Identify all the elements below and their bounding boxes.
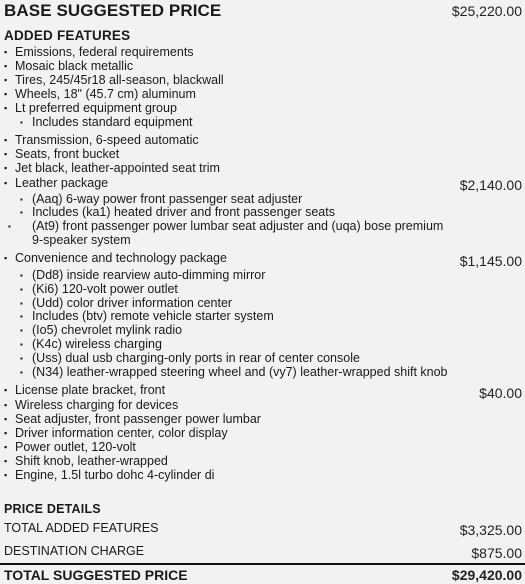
feature-label: License plate bracket, front: [15, 383, 166, 397]
bullet-icon: ▪: [4, 61, 8, 71]
sub-bullet-icon: ▪: [20, 326, 23, 336]
convenience-package-price: $1,145.00: [459, 253, 522, 269]
sub-bullet-icon: ▪: [20, 271, 23, 280]
feature-label: Lt preferred equipment group: [15, 101, 177, 115]
sub-feature-label: Includes (btv) remote vehicle starter system: [32, 309, 274, 324]
sub-bullet-icon: ▪: [20, 298, 23, 308]
bullet-icon: ▪: [4, 163, 8, 173]
sub-feature-label: (Io5) chevrolet mylink radio: [32, 323, 183, 338]
sub-bullet-icon: ▪: [20, 367, 23, 377]
sub-bullet-icon: ▪: [20, 118, 23, 127]
sub-bullet-icon: ▪: [20, 195, 23, 204]
sub-feature-item: [4, 206, 465, 220]
feature-item: [4, 161, 522, 175]
total-suggested-price-value: $29,420.00: [451, 567, 522, 583]
feature-item: [4, 59, 522, 73]
sub-feature-label: (Aaq) 6-way power front passenger seat adjuster: [32, 192, 303, 206]
destination-charge-label: DESTINATION CHARGE: [4, 544, 145, 558]
feature-label: Driver information center, color display: [15, 426, 228, 440]
feature-label: Shift knob, leather-wrapped: [15, 454, 168, 468]
sub-feature-label: (N34) leather-wrapped steering wheel and (vy7) leather-wrapped shift knob: [32, 364, 448, 379]
added-features-heading: ADDED FEATURES: [4, 28, 131, 43]
bullet-icon: ▪: [4, 103, 8, 113]
feature-label: Wheels, 18" (45.7 cm) aluminum: [15, 87, 196, 101]
sub-feature-item: [4, 324, 465, 338]
sub-feature-label: (Dd8) inside rearview auto-dimming mirror: [32, 268, 266, 282]
feature-label: Engine, 1.5l turbo dohc 4-cylinder di: [15, 468, 215, 482]
feature-item: [4, 454, 522, 468]
sub-bullet-icon: ▪: [20, 340, 23, 349]
sub-feature-item: [4, 352, 465, 366]
feature-label: Emissions, federal requirements: [15, 45, 194, 59]
sub-feature-item: [4, 283, 465, 297]
total-suggested-price-label: TOTAL SUGGESTED PRICE: [4, 567, 188, 583]
bullet-icon: ▪: [4, 149, 8, 159]
feature-item: [4, 398, 522, 412]
bullet-icon: ▪: [4, 470, 8, 480]
feature-item: [4, 45, 522, 59]
bullet-icon: ▪: [4, 75, 8, 85]
sub-feature-label: Includes standard equipment: [32, 115, 193, 129]
feature-label: Mosaic black metallic: [15, 59, 134, 73]
total-added-features-label: TOTAL ADDED FEATURES: [4, 521, 159, 535]
bullet-icon: ▪: [4, 456, 8, 466]
sub-feature-item: [4, 269, 465, 283]
destination-charge-price: $875.00: [471, 545, 522, 561]
bullet-icon: ▪: [4, 89, 8, 99]
license-plate-item: [4, 383, 522, 397]
license-plate-price: $40.00: [479, 385, 522, 401]
bullet-icon: ▪: [4, 442, 8, 452]
sub-bullet-icon: ▪: [20, 284, 23, 294]
feature-item: [4, 101, 522, 115]
sub-feature-label: (Uss) dual usb charging-only ports in rear of center console: [32, 350, 360, 365]
feature-label: Power outlet, 120-volt: [15, 440, 136, 454]
bullet-icon: ▪: [4, 47, 8, 57]
feature-label: Convenience and technology package: [15, 251, 227, 265]
price-details-heading: PRICE DETAILS: [4, 502, 101, 516]
bullet-icon: ▪: [4, 178, 8, 188]
feature-label: Seats, front bucket: [15, 147, 120, 161]
feature-label: Tires, 245/45r18 all-season, blackwall: [15, 73, 224, 87]
sub-feature-item: [4, 338, 465, 352]
bullet-icon: ▪: [4, 400, 8, 410]
feature-item: [4, 73, 522, 87]
sub-feature-item: [4, 116, 465, 130]
sub-feature-item: [4, 220, 455, 247]
bullet-icon: ▪: [4, 135, 8, 145]
sub-feature-label: Includes (ka1) heated driver and front passenger seats: [32, 205, 335, 219]
sub-feature-label: (Ki6) 120-volt power outlet: [32, 281, 178, 296]
leather-package-item: [4, 176, 522, 190]
feature-label: Jet black, leather-appointed seat trim: [15, 161, 220, 175]
sub-feature-label: (At9) front passenger power lumbar seat adjuster and (uqa) bose premium 9-speaker system: [32, 219, 444, 247]
feature-label: Leather package: [15, 176, 109, 190]
feature-label: Transmission, 6-speed automatic: [15, 133, 199, 147]
sub-bullet-icon: ▪: [20, 208, 23, 217]
sub-bullet-icon: ▪: [8, 222, 11, 231]
total-added-features-price: $3,325.00: [459, 522, 522, 538]
convenience-package-item: [4, 251, 522, 265]
sub-bullet-icon: ▪: [20, 353, 23, 363]
feature-item: [4, 147, 522, 161]
feature-item: [4, 87, 522, 101]
sub-feature-item: [4, 366, 465, 380]
feature-label: Seat adjuster, front passenger power lumbar: [15, 412, 261, 426]
bullet-icon: ▪: [4, 414, 8, 424]
feature-item: [4, 426, 522, 440]
bullet-icon: ▪: [4, 428, 8, 438]
total-divider: [0, 563, 525, 565]
feature-item: [4, 133, 522, 147]
base-price-value: $25,220.00: [451, 3, 522, 19]
sub-bullet-icon: ▪: [20, 312, 23, 322]
bullet-icon: ▪: [4, 253, 8, 263]
base-price-label: BASE SUGGESTED PRICE: [4, 1, 222, 20]
bullet-icon: ▪: [4, 385, 8, 395]
feature-item: [4, 412, 522, 426]
sub-feature-label: (Udd) color driver information center: [32, 295, 233, 310]
feature-item: [4, 440, 522, 454]
sub-feature-item: [4, 310, 465, 324]
sub-feature-label: (K4c) wireless charging: [32, 337, 162, 351]
feature-label: Wireless charging for devices: [15, 398, 179, 412]
leather-package-price: $2,140.00: [459, 177, 522, 193]
sub-feature-item: [4, 297, 465, 311]
feature-item: [4, 468, 522, 482]
